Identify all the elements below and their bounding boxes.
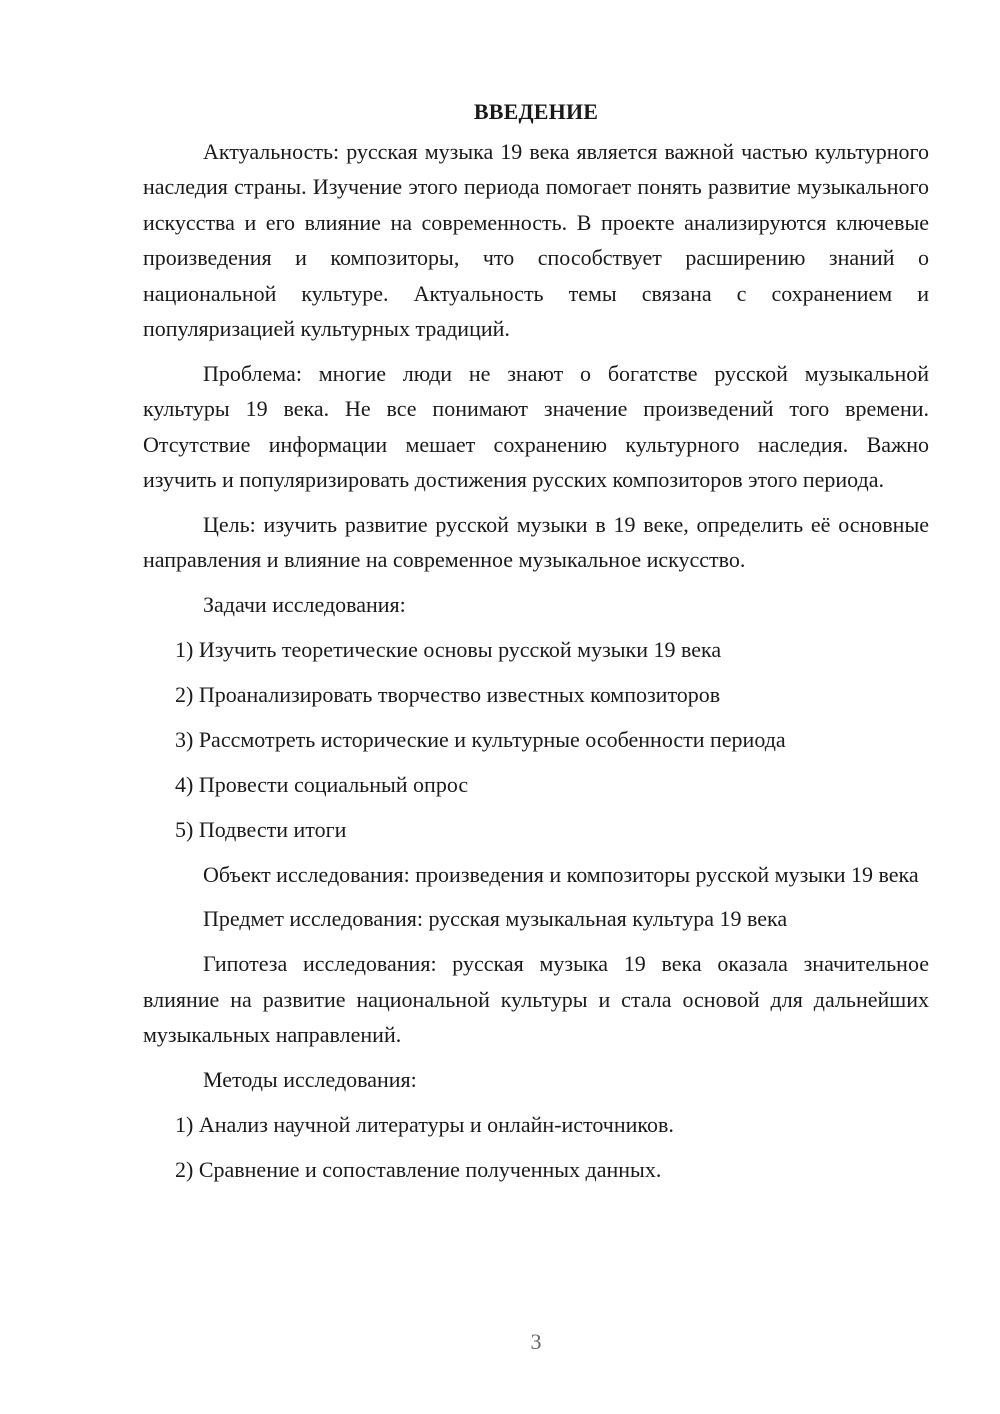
methods-heading: Методы исследования: xyxy=(203,1066,417,1092)
page-number: 3 xyxy=(530,1329,542,1354)
task-item-5: 5) Подвести итоги xyxy=(175,816,347,842)
task-item-3: 3) Рассмотреть исторические и культурные особенности периода xyxy=(175,726,786,752)
document-page xyxy=(143,94,929,1197)
object-paragraph: Объект исследования: произведения и композиторы русской музыки 19 века xyxy=(203,861,919,887)
problem-paragraph: Проблема: многие люди не знают о богатстве русской музыкальной культуры 19 века. Не все понимают значение произведений того времени. Отсутствие информации мешает сохранению культурного наследия. Важно изучить и популяризировать достижения русских композиторов этого периода. xyxy=(143,360,929,492)
method-item-2: 2) Сравнение и сопоставление полученных данных. xyxy=(175,1156,662,1182)
subject-paragraph: Предмет исследования: русская музыкальная культура 19 века xyxy=(203,906,788,931)
relevance-paragraph: Актуальность: русская музыка 19 века является важной частью культурного наследия страны. Изучение этого периода помогает понять развитие музыкального искусства и его влияние на современность. В проекте анализируются ключевые произведения и композиторы, что способствует расширению знаний о национальной культуре. Актуальность темы связана с сохранением и популяризацией культурных традиций. xyxy=(143,138,929,341)
task-item-1: 1) Изучить теоретические основы русской музыки 19 века xyxy=(175,636,722,662)
task-item-4: 4) Провести социальный опрос xyxy=(175,771,469,797)
goal-paragraph: Цель: изучить развитие русской музыки в 19 веке, определить её основные направления и влияние на современное музыкальное искусство. xyxy=(143,511,929,572)
tasks-heading: Задачи исследования: xyxy=(203,591,406,617)
task-item-2: 2) Проанализировать творчество известных композиторов xyxy=(175,681,721,707)
hypothesis-paragraph: Гипотеза исследования: русская музыка 19 века оказала значительное влияние на развитие национальной культуры и стала основой для дальнейших музыкальных направлений. xyxy=(143,951,929,1047)
method-item-1: 1) Анализ научной литературы и онлайн-источников. xyxy=(175,1111,674,1137)
section-title: ВВЕДЕНИЕ xyxy=(473,99,599,124)
